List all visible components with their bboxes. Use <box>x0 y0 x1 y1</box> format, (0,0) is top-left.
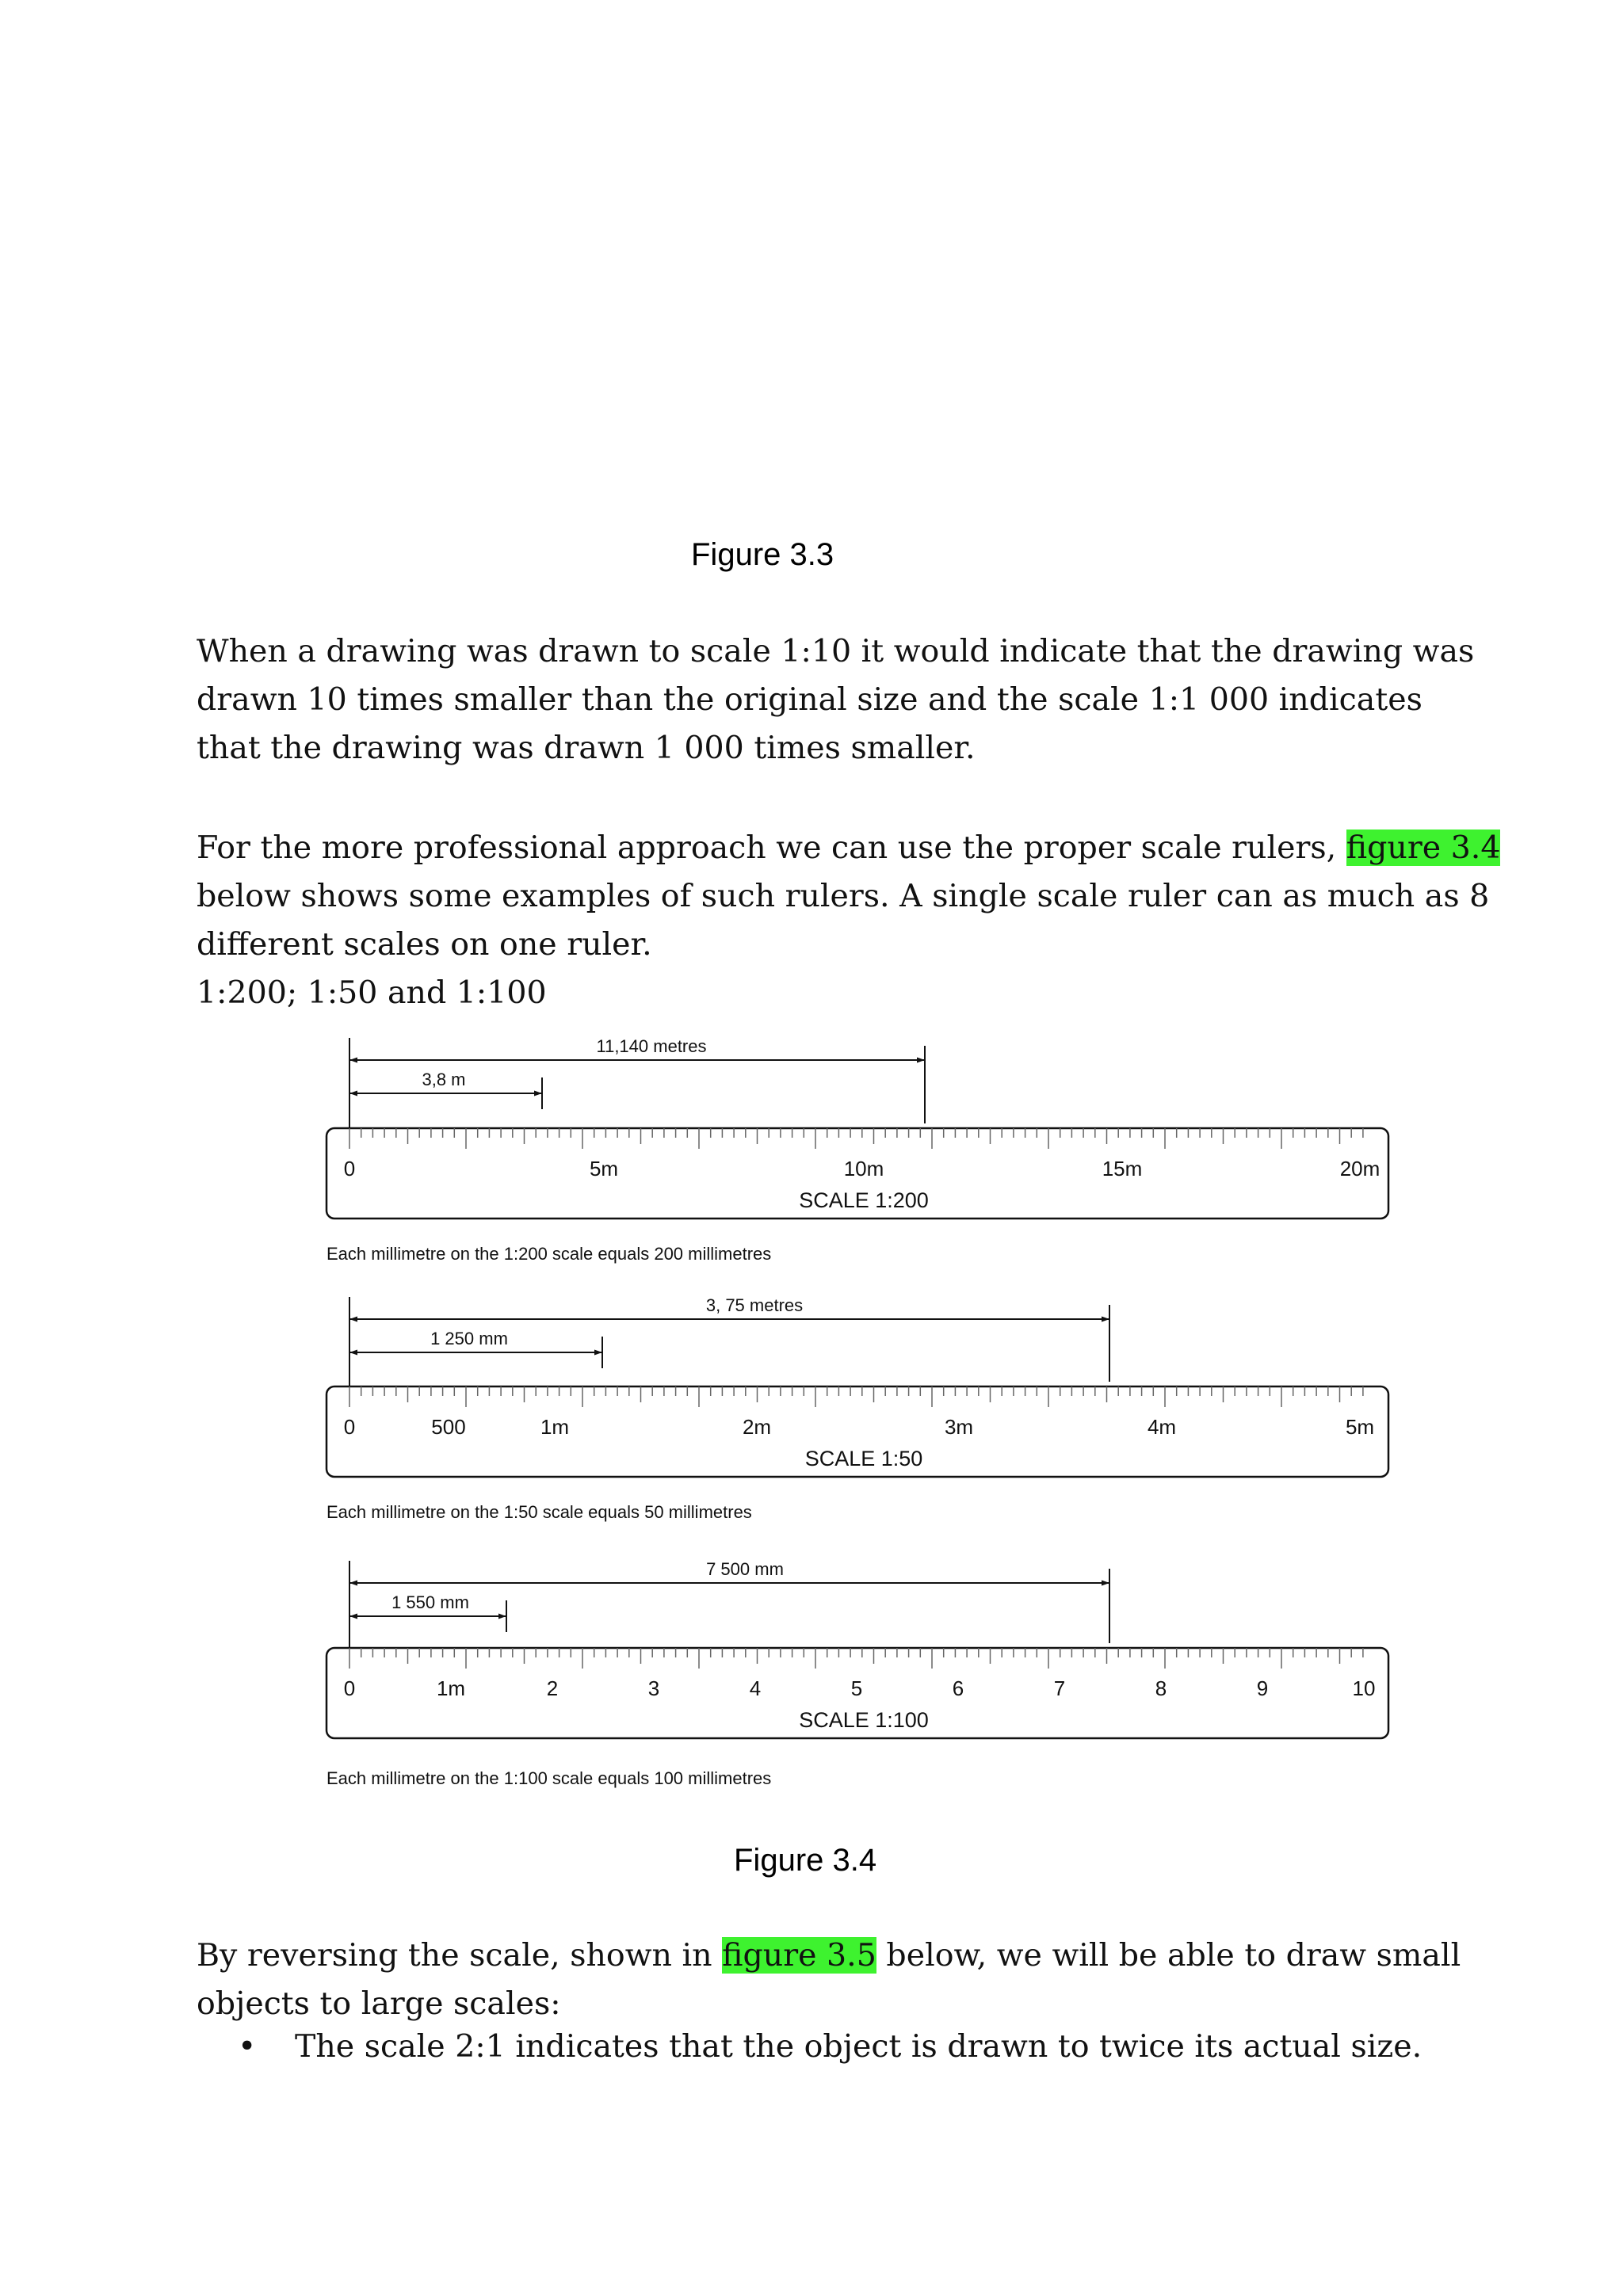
ruler-note: Each millimetre on the 1:50 scale equals 50 millimetres <box>327 1502 752 1522</box>
ruler-label: 1m <box>540 1415 570 1439</box>
ruler-label: 7 <box>1053 1676 1066 1700</box>
paragraph-line: that the drawing was drawn 1 000 times smaller. <box>197 730 976 766</box>
long-dimension-label: 11,140 metres <box>596 1036 707 1056</box>
bullet-text: The scale 2:1 indicates that the object is drawn to twice its actual size. <box>295 2028 1423 2065</box>
long-dimension-label: 7 500 mm <box>706 1559 784 1579</box>
ruler-scale-label: SCALE 1:200 <box>799 1188 929 1212</box>
ruler-label: 3 <box>647 1676 660 1700</box>
long-dimension-label: 3, 75 metres <box>705 1295 804 1315</box>
ruler-label: 500 <box>431 1415 466 1439</box>
ruler-scale-label: SCALE 1:100 <box>799 1708 929 1732</box>
ruler-label: 4m <box>1147 1415 1177 1439</box>
paragraph-line: When a drawing was drawn to scale 1:10 it would indicate that the drawing was <box>197 633 1475 669</box>
ruler-label: 5 <box>850 1676 863 1700</box>
ruler-label: 6 <box>952 1676 964 1700</box>
ruler-label: 0 <box>343 1157 356 1180</box>
ruler-label: 10m <box>843 1157 884 1180</box>
ruler-label: 2m <box>742 1415 772 1439</box>
paragraph-text: For the more professional approach we can use the proper scale rulers, <box>197 830 1346 866</box>
ruler-label: 5m <box>589 1157 619 1180</box>
ruler-note: Each millimetre on the 1:100 scale equals 100 millimetres <box>327 1768 772 1788</box>
ruler-label: 0 <box>343 1676 356 1700</box>
paragraph-text: below, we will be able to draw small <box>876 1937 1461 1974</box>
ruler-label: 20m <box>1339 1157 1381 1180</box>
figure-3-4-caption: Figure 3.4 <box>734 1843 877 1878</box>
ruler-label: 10 <box>1352 1676 1376 1700</box>
bullet-marker: • <box>238 2028 257 2065</box>
paragraph-line: different scales on one ruler. <box>197 926 652 963</box>
ruler-label: 2 <box>546 1676 559 1700</box>
short-dimension-label: 1 250 mm <box>430 1329 508 1348</box>
figure-3-3-caption: Figure 3.3 <box>691 537 834 572</box>
paragraph-line: below shows some examples of such rulers. A single scale ruler can as much as 8 <box>197 878 1490 914</box>
paragraph-line: objects to large scales: <box>197 1985 561 2022</box>
ruler-label: 0 <box>343 1415 356 1439</box>
ruler-label: 9 <box>1256 1676 1269 1700</box>
ruler-label: 4 <box>749 1676 762 1700</box>
paragraph-line <box>197 1932 1461 1980</box>
figure-3-5-link[interactable]: figure 3.5 <box>722 1937 876 1974</box>
ruler-scale-label: SCALE 1:50 <box>804 1447 923 1470</box>
ruler-label: 1m <box>436 1676 466 1700</box>
short-dimension-label: 1 550 mm <box>391 1592 469 1612</box>
paragraph-line: drawn 10 times smaller than the original size and the scale 1:1 000 indicates <box>197 681 1423 718</box>
short-dimension-label: 3,8 m <box>422 1070 466 1089</box>
ruler-label: 15m <box>1102 1157 1143 1180</box>
figure-3-4-link[interactable]: figure 3.4 <box>1346 830 1501 866</box>
ruler-1-50 <box>327 1295 1388 1522</box>
ruler-label: 3m <box>944 1415 974 1439</box>
paragraph-text: By reversing the scale, shown in <box>197 1937 723 1974</box>
ruler-1-200 <box>327 1036 1388 1264</box>
ruler-label: 8 <box>1155 1676 1167 1700</box>
paragraph-reversing-scale <box>197 1932 1461 2028</box>
paragraph-line: 1:200; 1:50 and 1:100 <box>197 974 547 1011</box>
ruler-label: 5m <box>1345 1415 1375 1439</box>
ruler-1-100 <box>327 1559 1388 1788</box>
ruler-note: Each millimetre on the 1:200 scale equals 200 millimetres <box>327 1244 772 1264</box>
